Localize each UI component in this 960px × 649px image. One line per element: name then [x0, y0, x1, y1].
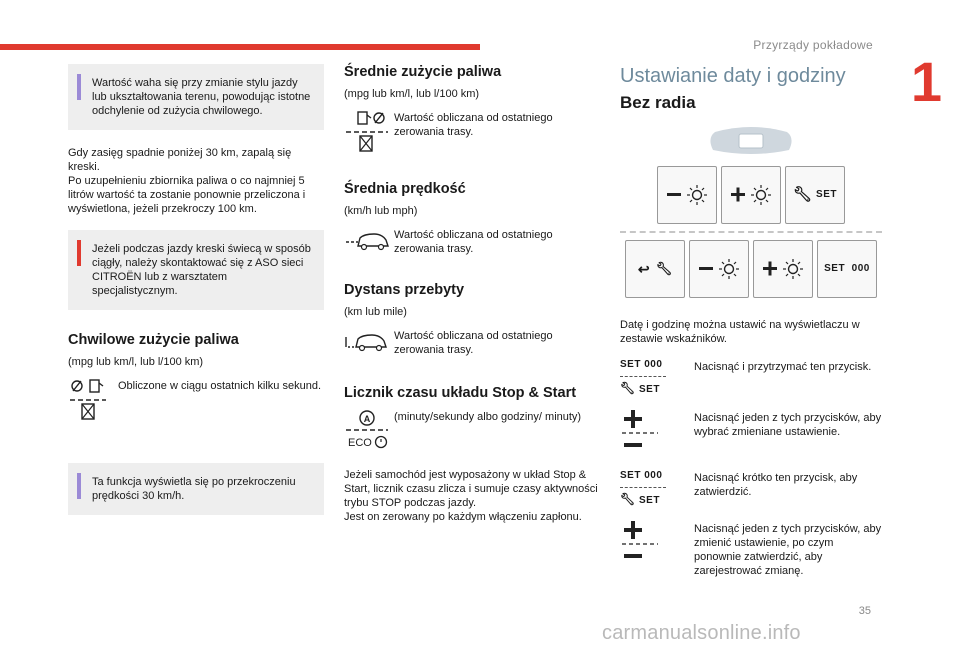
fuel-pump-icon — [68, 377, 118, 429]
distance-unit: (km lub mile) — [344, 306, 407, 318]
heading-distance: Dystans przebyty — [344, 282, 465, 298]
bullet — [680, 409, 694, 411]
brightness-up-button-2[interactable] — [753, 240, 813, 298]
section-title: Przyrządy pokładowe — [753, 38, 873, 52]
instant-unit: (mpg lub km/l, lub l/100 km) — [68, 356, 204, 368]
step-2-text: Nacisnąć jeden z tych przycisków, aby wybrać zmieniane ustawienie. — [694, 412, 882, 438]
step-1-text: Nacisnąć i przytrzymać ten przycisk. — [694, 361, 872, 373]
column-right — [620, 64, 882, 590]
heading-average-fuel: Średnie zużycie paliwa — [344, 64, 502, 80]
chapter-number: 1 — [910, 50, 942, 113]
subheading-no-radio: Bez radia — [620, 93, 696, 112]
step-1 — [620, 358, 882, 397]
bullet — [680, 358, 694, 360]
column-left — [68, 64, 324, 515]
stop-start-icon — [344, 408, 394, 456]
warning-note — [68, 230, 324, 310]
plus-minus-icon — [620, 520, 680, 568]
back-wrench-button[interactable] — [625, 240, 685, 298]
instant-item — [68, 377, 324, 429]
back-arrow-icon: ↩ — [637, 261, 650, 277]
wrench-icon: 🔧︎ — [793, 186, 813, 203]
distance-item — [344, 327, 602, 359]
section-heading-date-time: Ustawianie daty i godziny — [620, 65, 846, 87]
brightness-down-button[interactable] — [657, 166, 717, 224]
warning-note-text: Jeżeli podczas jazdy kreski świecą w sposób ciągły, należy skontaktować się z ASO sieci CITROËN lub z warsztatem specjalistycznym. — [92, 243, 311, 297]
step-4-text: Nacisnąć jeden z tych przycisków, aby zmienić ustawienie, po czym ponownie zatwierdzić, aby zarejestrować zmianę. — [694, 523, 882, 577]
button-row-top — [620, 166, 882, 224]
car-speed-icon — [344, 226, 394, 258]
watermark: carmanualsonline.info — [602, 622, 801, 644]
button-row-bottom — [620, 240, 882, 298]
column-middle — [344, 64, 602, 524]
cluster-icon — [707, 124, 795, 158]
stop-start-unit: (minuty/sekundy albo godziny/ minuty) — [394, 411, 582, 423]
info-note-text: Wartość waha się przy zmianie stylu jazdy lub ukształtowania terenu, powodując istotne odchylenie od zużycia chwilowego. — [92, 77, 311, 117]
range-paragraph-1: Gdy zasięg spadnie poniżej 30 km, zapalą się kreski. — [68, 147, 292, 173]
wrench-set-button[interactable] — [785, 166, 845, 224]
heading-instant-consumption: Chwilowe zużycie paliwa — [68, 332, 239, 348]
separator — [620, 231, 882, 233]
bullet — [680, 520, 694, 522]
heading-stop-start: Licznik czasu układu Stop & Start — [344, 385, 577, 401]
avg-fuel-unit: (mpg lub km/l, lub l/100 km) — [344, 88, 480, 100]
info-note-speed — [68, 463, 324, 515]
date-time-intro: Datę i godzinę można ustawić na wyświetlaczu w zestawie wskaźników. — [620, 319, 860, 345]
avg-fuel-text: Wartość obliczana od ostatniego zerowania trasy. — [394, 112, 553, 138]
avg-speed-item — [344, 226, 602, 258]
instant-text: Obliczone w ciągu ostatnich kilku sekund. — [118, 380, 321, 392]
warning-icon — [77, 240, 81, 266]
range-paragraph-2: Po uzupełnieniu zbiornika paliwa o co najmniej 5 litrów wartość ta zostanie ponownie przeliczona i wyświetlona, jeżeli przekroczy 100 km. — [68, 175, 306, 215]
fuel-pump-icon — [344, 109, 394, 161]
avg-speed-unit: (km/h lub mph) — [344, 205, 418, 217]
distance-text: Wartość obliczana od ostatniego zerowania trasy. — [394, 330, 553, 356]
instrument-cluster-illustration — [620, 124, 882, 158]
info-note-speed-text: Ta funkcja wyświetla się po przekroczeniu prędkości 30 km/h. — [92, 476, 296, 502]
set-000-label: SET 000 — [824, 263, 870, 274]
brightness-down-button-2[interactable] — [689, 240, 749, 298]
stop-start-item — [344, 408, 602, 456]
stop-start-paragraph-2: Jest on zerowany po każdym włączeniu zapłonu. — [344, 511, 582, 523]
heading-average-speed: Średnia prędkość — [344, 181, 466, 197]
header-accent-bar — [0, 44, 480, 50]
info-icon — [77, 74, 81, 100]
car-distance-icon — [344, 327, 394, 359]
wrench-icon: 🔧︎ — [655, 261, 673, 276]
page-number: 35 — [858, 605, 871, 617]
info-icon — [77, 473, 81, 499]
step-3 — [620, 469, 882, 508]
avg-speed-text: Wartość obliczana od ostatniego zerowania trasy. — [394, 229, 553, 255]
set-000-button[interactable] — [817, 240, 877, 298]
bullet — [680, 469, 694, 471]
svg-text:A: A — [363, 414, 371, 424]
step-4 — [620, 520, 882, 578]
brightness-up-button[interactable] — [721, 166, 781, 224]
set-wrench-icon: SET 000 🔧︎ SET — [620, 469, 680, 508]
set-label: SET — [816, 189, 837, 200]
plus-minus-icon — [620, 409, 680, 457]
set-wrench-icon: SET 000 🔧︎ SET — [620, 358, 680, 397]
eco-label: ECO — [348, 437, 372, 449]
step-3-text: Nacisnąć krótko ten przycisk, aby zatwierdzić. — [694, 472, 858, 498]
stop-start-paragraph-1: Jeżeli samochód jest wyposażony w układ Stop & Start, licznik czasu zlicza i sumuje czasy aktywności trybu STOP podczas jazdy. — [344, 469, 598, 509]
info-note — [68, 64, 324, 130]
avg-fuel-item — [344, 109, 602, 161]
step-2 — [620, 409, 882, 457]
